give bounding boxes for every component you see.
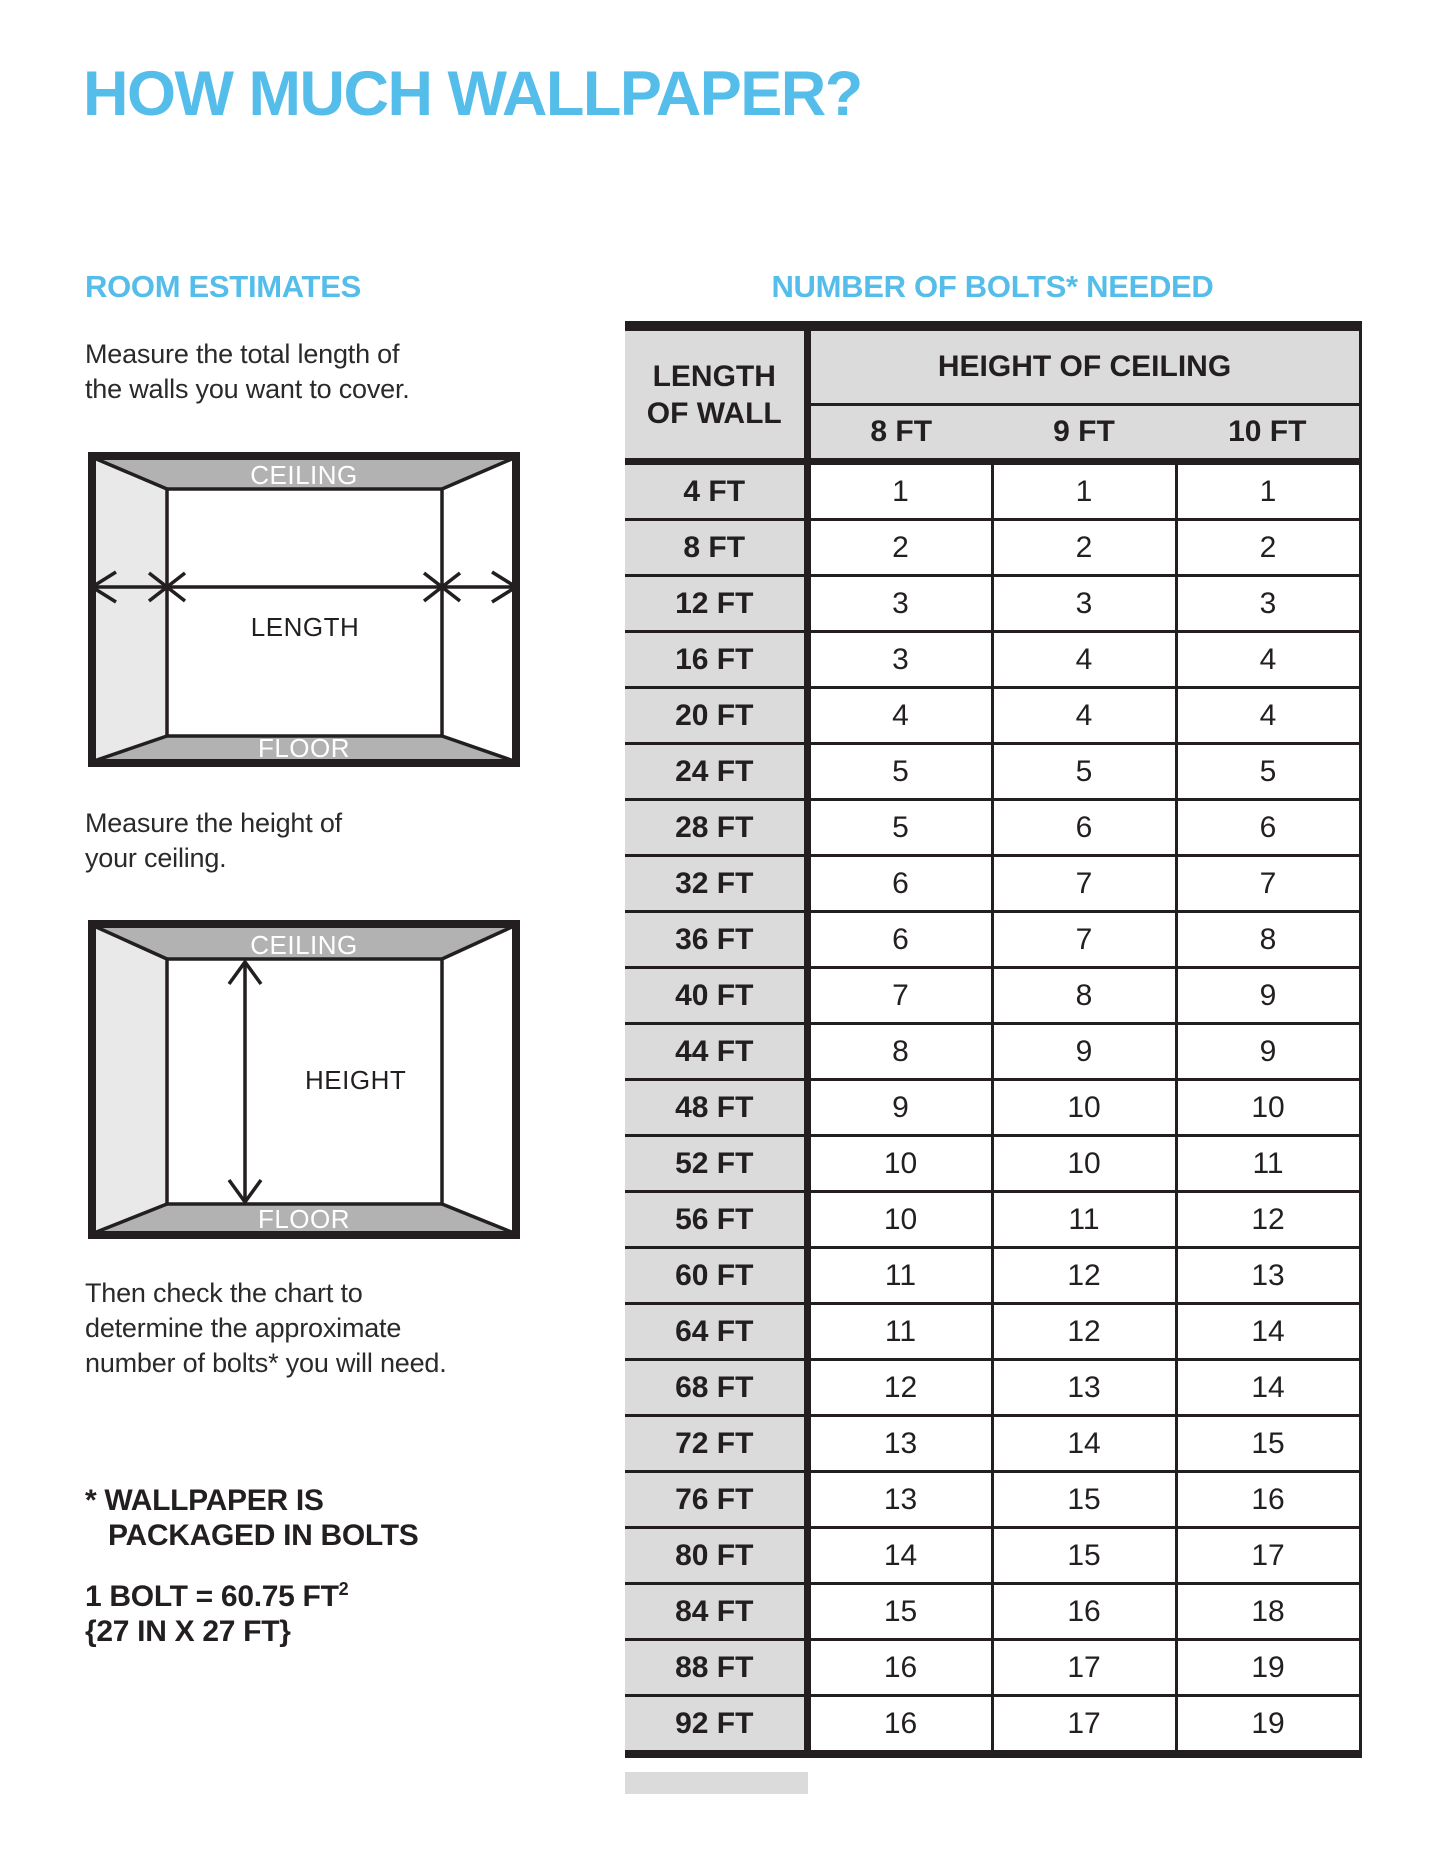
bolts-value-cell: 2 bbox=[992, 520, 1176, 576]
bolts-value-cell: 15 bbox=[992, 1528, 1176, 1584]
bolts-value-cell: 15 bbox=[1176, 1416, 1360, 1472]
bolts-value-cell: 5 bbox=[992, 744, 1176, 800]
table-row bbox=[625, 1080, 1360, 1136]
bolts-value-cell: 4 bbox=[807, 688, 992, 744]
bolts-value-cell: 11 bbox=[807, 1248, 992, 1304]
bolts-value-cell: 5 bbox=[807, 800, 992, 856]
bolts-value-cell: 4 bbox=[992, 632, 1176, 688]
bolts-value-cell: 9 bbox=[1176, 1024, 1360, 1080]
length-of-wall-header bbox=[625, 326, 807, 462]
wall-length-cell: 68 FT bbox=[625, 1360, 807, 1416]
bolts-value-cell: 8 bbox=[1176, 912, 1360, 968]
bolts-value-cell: 14 bbox=[1176, 1360, 1360, 1416]
wall-length-cell: 92 FT bbox=[625, 1696, 807, 1755]
table-row bbox=[625, 1192, 1360, 1248]
bolts-value-cell: 17 bbox=[1176, 1528, 1360, 1584]
bolts-value-cell: 13 bbox=[807, 1416, 992, 1472]
bolts-value-cell: 14 bbox=[807, 1528, 992, 1584]
bolt-spec bbox=[85, 1579, 348, 1649]
wall-length-cell: 84 FT bbox=[625, 1584, 807, 1640]
footnote-line: PACKAGED IN BOLTS bbox=[108, 1519, 419, 1552]
table-row bbox=[625, 1584, 1360, 1640]
table-row bbox=[625, 856, 1360, 912]
wall-length-cell: 8 FT bbox=[625, 520, 807, 576]
table-row bbox=[625, 1472, 1360, 1528]
table-row bbox=[625, 1528, 1360, 1584]
paragraph-line: Measure the total length of bbox=[85, 339, 400, 369]
col-header-9ft: 9 FT bbox=[992, 405, 1176, 462]
wall-length-cell: 16 FT bbox=[625, 632, 807, 688]
wall-length-cell: 88 FT bbox=[625, 1640, 807, 1696]
bolt-equation bbox=[85, 1579, 348, 1614]
bolts-value-cell: 11 bbox=[992, 1192, 1176, 1248]
ceiling-label: CEILING bbox=[250, 930, 358, 960]
bolts-value-cell: 2 bbox=[807, 520, 992, 576]
bolts-value-cell: 13 bbox=[1176, 1248, 1360, 1304]
col-header-8ft: 8 FT bbox=[807, 405, 992, 462]
table-row bbox=[625, 912, 1360, 968]
bolts-value-cell: 13 bbox=[807, 1472, 992, 1528]
table-row bbox=[625, 1416, 1360, 1472]
bolts-value-cell: 13 bbox=[992, 1360, 1176, 1416]
wall-length-cell: 60 FT bbox=[625, 1248, 807, 1304]
table-row bbox=[625, 1024, 1360, 1080]
bolts-value-cell: 10 bbox=[1176, 1080, 1360, 1136]
left-wall-face bbox=[96, 460, 167, 759]
bolts-value-cell: 17 bbox=[992, 1696, 1176, 1755]
bolts-table-body bbox=[625, 462, 1360, 1755]
floor-label: FLOOR bbox=[257, 733, 351, 763]
bolts-value-cell: 6 bbox=[807, 912, 992, 968]
table-row bbox=[625, 744, 1360, 800]
measure-height-paragraph bbox=[85, 806, 342, 876]
bolts-value-cell: 15 bbox=[992, 1472, 1176, 1528]
wall-length-cell: 32 FT bbox=[625, 856, 807, 912]
bolts-value-cell: 3 bbox=[807, 632, 992, 688]
room-estimates-heading: ROOM ESTIMATES bbox=[85, 269, 361, 304]
table-row bbox=[625, 632, 1360, 688]
table-row bbox=[625, 520, 1360, 576]
wall-length-cell: 24 FT bbox=[625, 744, 807, 800]
footnote-line: * WALLPAPER IS bbox=[85, 1484, 324, 1517]
room-length-diagram bbox=[88, 452, 520, 767]
bolts-value-cell: 10 bbox=[992, 1136, 1176, 1192]
wall-length-cell: 64 FT bbox=[625, 1304, 807, 1360]
bolts-value-cell: 9 bbox=[807, 1080, 992, 1136]
paragraph-line: Then check the chart to bbox=[85, 1278, 363, 1308]
bolts-value-cell: 9 bbox=[992, 1024, 1176, 1080]
bolts-value-cell: 4 bbox=[992, 688, 1176, 744]
wall-length-cell: 28 FT bbox=[625, 800, 807, 856]
bolts-value-cell: 1 bbox=[807, 462, 992, 520]
wall-length-cell: 56 FT bbox=[625, 1192, 807, 1248]
wall-length-cell: 36 FT bbox=[625, 912, 807, 968]
bolts-value-cell: 1 bbox=[1176, 462, 1360, 520]
floor-label: FLOOR bbox=[257, 1204, 351, 1234]
bolts-value-cell: 19 bbox=[1176, 1696, 1360, 1755]
paragraph-line: Measure the height of bbox=[85, 808, 342, 838]
bolts-value-cell: 10 bbox=[807, 1136, 992, 1192]
corner-header-line: LENGTH bbox=[652, 359, 776, 393]
squared-superscript: 2 bbox=[338, 1579, 349, 1599]
bolts-value-cell: 6 bbox=[992, 800, 1176, 856]
wall-length-cell: 76 FT bbox=[625, 1472, 807, 1528]
bolts-value-cell: 16 bbox=[992, 1584, 1176, 1640]
bolts-value-cell: 16 bbox=[807, 1696, 992, 1755]
bolt-dimensions: {27 IN X 27 FT} bbox=[85, 1615, 291, 1648]
table-header-row-1 bbox=[625, 326, 1360, 405]
bolts-value-cell: 3 bbox=[992, 576, 1176, 632]
bolts-value-cell: 16 bbox=[1176, 1472, 1360, 1528]
bolts-value-cell: 5 bbox=[807, 744, 992, 800]
bolts-value-cell: 10 bbox=[992, 1080, 1176, 1136]
paragraph-line: number of bolts* you will need. bbox=[85, 1348, 447, 1378]
table-row bbox=[625, 1136, 1360, 1192]
bolts-value-cell: 4 bbox=[1176, 632, 1360, 688]
bolts-value-cell: 5 bbox=[1176, 744, 1360, 800]
bolts-value-cell: 8 bbox=[807, 1024, 992, 1080]
table-row bbox=[625, 576, 1360, 632]
paragraph-line: your ceiling. bbox=[85, 843, 227, 873]
bolts-value-cell: 7 bbox=[992, 912, 1176, 968]
table-row bbox=[625, 688, 1360, 744]
wall-length-cell: 44 FT bbox=[625, 1024, 807, 1080]
bolts-value-cell: 9 bbox=[1176, 968, 1360, 1024]
bolts-table-caption: NUMBER OF BOLTS* NEEDED bbox=[771, 269, 1214, 304]
height-of-ceiling-header: HEIGHT OF CEILING bbox=[807, 326, 1360, 405]
bolts-needed-table bbox=[625, 321, 1362, 1758]
bolts-value-cell: 7 bbox=[1176, 856, 1360, 912]
bolts-value-cell: 12 bbox=[1176, 1192, 1360, 1248]
table-row bbox=[625, 1696, 1360, 1755]
bolts-value-cell: 3 bbox=[1176, 576, 1360, 632]
bolts-value-cell: 12 bbox=[992, 1248, 1176, 1304]
bolts-value-cell: 14 bbox=[1176, 1304, 1360, 1360]
table-label-column-tail bbox=[625, 1772, 808, 1794]
bolts-value-cell: 6 bbox=[1176, 800, 1360, 856]
table-row bbox=[625, 800, 1360, 856]
wall-length-cell: 52 FT bbox=[625, 1136, 807, 1192]
bolts-value-cell: 1 bbox=[992, 462, 1176, 520]
wall-length-cell: 12 FT bbox=[625, 576, 807, 632]
table-row bbox=[625, 968, 1360, 1024]
bolts-value-cell: 8 bbox=[992, 968, 1176, 1024]
table-row bbox=[625, 1248, 1360, 1304]
bolts-value-cell: 10 bbox=[807, 1192, 992, 1248]
bolts-value-cell: 15 bbox=[807, 1584, 992, 1640]
bolts-value-cell: 6 bbox=[807, 856, 992, 912]
wall-length-cell: 20 FT bbox=[625, 688, 807, 744]
paragraph-line: the walls you want to cover. bbox=[85, 374, 410, 404]
wall-length-cell: 40 FT bbox=[625, 968, 807, 1024]
bolts-value-cell: 16 bbox=[807, 1640, 992, 1696]
ceiling-label: CEILING bbox=[250, 460, 358, 490]
bolts-value-cell: 19 bbox=[1176, 1640, 1360, 1696]
paragraph-line: determine the approximate bbox=[85, 1313, 402, 1343]
bolts-footnote bbox=[85, 1483, 418, 1553]
table-row bbox=[625, 1640, 1360, 1696]
page-title: HOW MUCH WALLPAPER? bbox=[83, 59, 862, 129]
measure-length-paragraph bbox=[85, 337, 410, 407]
room-height-diagram bbox=[88, 920, 520, 1239]
bolts-value-cell: 7 bbox=[807, 968, 992, 1024]
bolts-value-cell: 11 bbox=[807, 1304, 992, 1360]
bolts-value-cell: 17 bbox=[992, 1640, 1176, 1696]
bolts-value-cell: 12 bbox=[807, 1360, 992, 1416]
wall-length-cell: 48 FT bbox=[625, 1080, 807, 1136]
bolts-value-cell: 12 bbox=[992, 1304, 1176, 1360]
height-label: HEIGHT bbox=[305, 1065, 407, 1095]
left-wall-face bbox=[96, 928, 167, 1231]
wall-length-cell: 72 FT bbox=[625, 1416, 807, 1472]
bolt-equation-text: 1 BOLT = 60.75 FT bbox=[85, 1580, 339, 1613]
bolts-value-cell: 11 bbox=[1176, 1136, 1360, 1192]
check-chart-paragraph bbox=[85, 1276, 447, 1381]
bolts-value-cell: 14 bbox=[992, 1416, 1176, 1472]
corner-header-line: OF WALL bbox=[646, 396, 782, 430]
bolts-value-cell: 18 bbox=[1176, 1584, 1360, 1640]
col-header-10ft: 10 FT bbox=[1176, 405, 1360, 462]
bolts-value-cell: 4 bbox=[1176, 688, 1360, 744]
table-row bbox=[625, 462, 1360, 520]
table-row bbox=[625, 1304, 1360, 1360]
wall-length-cell: 4 FT bbox=[625, 462, 807, 520]
wall-length-cell: 80 FT bbox=[625, 1528, 807, 1584]
bolts-value-cell: 3 bbox=[807, 576, 992, 632]
length-label: LENGTH bbox=[250, 612, 360, 642]
bolts-value-cell: 7 bbox=[992, 856, 1176, 912]
bolts-value-cell: 2 bbox=[1176, 520, 1360, 576]
table-row bbox=[625, 1360, 1360, 1416]
